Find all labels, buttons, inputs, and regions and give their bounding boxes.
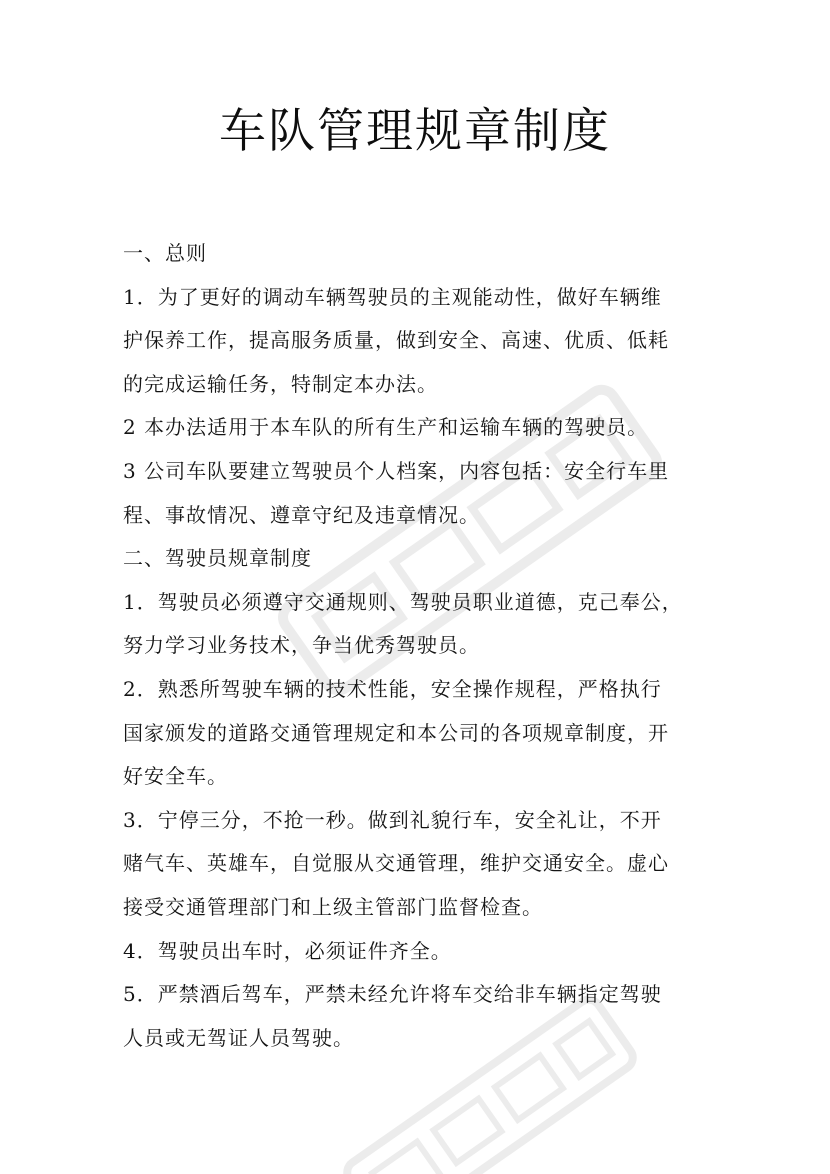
paragraph-line: 1．为了更好的调动车辆驾驶员的主观能动性，做好车辆维: [123, 284, 662, 309]
section-heading-general: 一、总则: [123, 241, 207, 265]
section-heading-driver-rules: 二、驾驶员规章制度: [123, 546, 312, 571]
paragraph-line: 3．宁停三分，不抢一秒。做到礼貌行车，安全礼让，不开: [123, 807, 662, 832]
paragraph-line: 的完成运输任务，特制定本办法。: [123, 371, 438, 396]
document-body: [123, 232, 723, 1060]
paragraph-line: 国家颁发的道路交通管理规定和本公司的各项规章制度，开: [123, 720, 669, 745]
paragraph-line: 护保养工作，提高服务质量，做到安全、高速、优质、低耗: [123, 328, 669, 353]
document-title: 车队管理规章制度: [219, 104, 611, 159]
paragraph-line: 2．熟悉所驾驶车辆的技术性能，安全操作规程，严格执行: [123, 676, 662, 701]
paragraph-line: 5．严禁酒后驾车，严禁未经允许将车交给非车辆指定驾驶: [123, 982, 662, 1007]
paragraph-line: 3 公司车队要建立驾驶员个人档案，内容包括：安全行车里: [123, 458, 670, 483]
paragraph-line: 2 本办法适用于本车队的所有生产和运输车辆的驾驶员。: [123, 415, 649, 440]
paragraph-line: 1．驾驶员必须遵守交通规则、驾驶员职业道德，克己奉公，: [123, 589, 683, 614]
paragraph-line: 接受交通管理部门和上级主管部门监督检查。: [123, 894, 543, 919]
paragraph-line: 努力学习业务技术，争当优秀驾驶员。: [123, 633, 480, 658]
paragraph-line: 人员或无驾证人员驾驶。: [123, 1025, 354, 1050]
paragraph-line: 程、事故情况、遵章守纪及违章情况。: [123, 502, 480, 527]
paragraph-line: 好安全车。: [123, 764, 228, 789]
paragraph-line: 赌气车、英雄车，自觉服从交通管理，维护交通安全。虚心: [123, 851, 669, 876]
paragraph-line: 4．驾驶员出车时，必须证件齐全。: [123, 938, 452, 963]
